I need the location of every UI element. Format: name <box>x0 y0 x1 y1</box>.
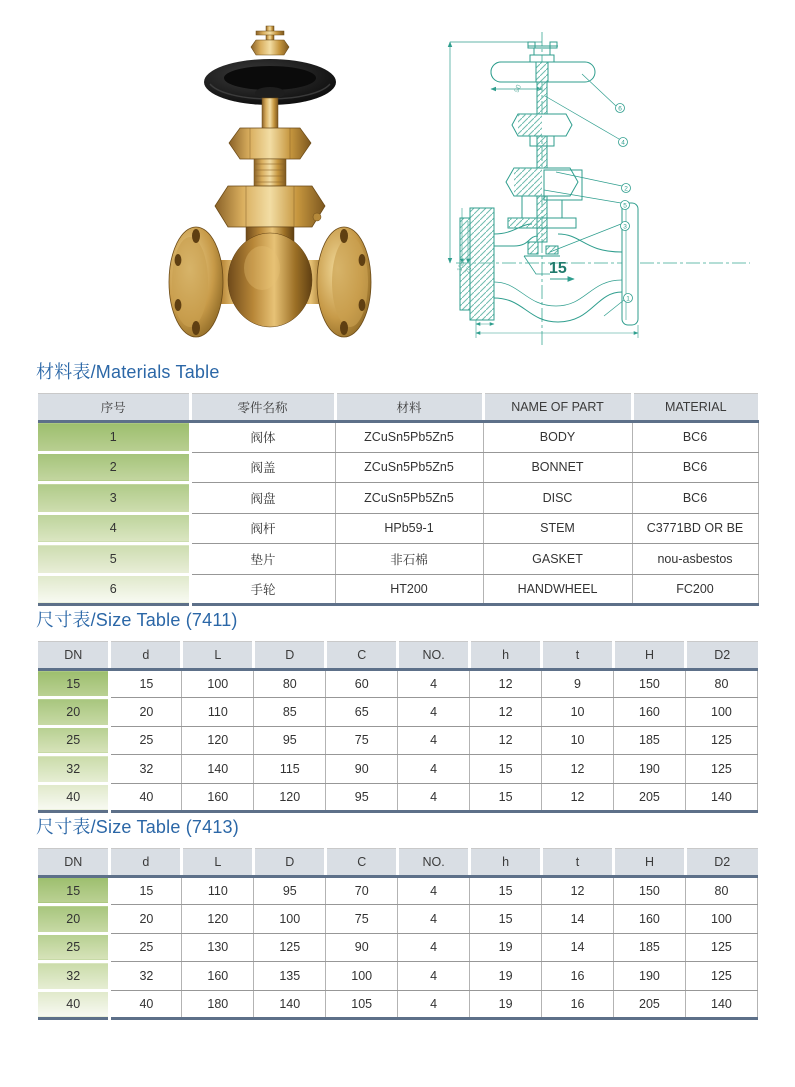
table-row <box>38 905 758 933</box>
valve-section-drawing <box>432 16 764 358</box>
cell: C3771BD OR BE <box>632 513 758 544</box>
valve-drawing-svg <box>432 16 764 358</box>
cell: 10 <box>542 726 614 754</box>
table-row <box>38 574 758 605</box>
cell: ZCuSn5Pb5Zn5 <box>335 452 483 483</box>
cell: 20 <box>110 698 182 726</box>
cell: 19 <box>470 933 542 961</box>
column-header: D2 <box>685 642 757 670</box>
column-header: h <box>470 848 542 876</box>
cell: DISC <box>483 483 632 514</box>
cell: 150 <box>614 670 686 698</box>
table-row <box>38 422 758 453</box>
cell: 125 <box>685 726 757 754</box>
cell: 140 <box>254 990 326 1018</box>
cell: 90 <box>326 755 398 783</box>
balloon-number: 4 <box>621 139 625 147</box>
cell: BC6 <box>632 422 758 453</box>
cell: GASKET <box>483 544 632 575</box>
wheel-dimension-label: 90 <box>513 83 524 94</box>
cell: 16 <box>542 990 614 1018</box>
balloon-number: 6 <box>618 105 622 113</box>
column-header: D <box>254 642 326 670</box>
table-row <box>38 483 758 514</box>
column-header: NAME OF PART <box>483 394 632 422</box>
column-header: C <box>326 848 398 876</box>
table-row <box>38 698 758 726</box>
cell: 40 <box>38 783 110 811</box>
column-header: L <box>182 848 254 876</box>
column-header: t <box>542 848 614 876</box>
materials-table-title: 材料表/Materials Table <box>36 362 220 382</box>
cell: BONNET <box>483 452 632 483</box>
cell: 95 <box>254 876 326 904</box>
cell: 160 <box>182 962 254 990</box>
cell: 阀杆 <box>190 513 335 544</box>
table-row <box>38 962 758 990</box>
cell: 32 <box>38 755 110 783</box>
balloon-number: 2 <box>624 185 628 193</box>
table-row <box>38 513 758 544</box>
cell: 15 <box>470 905 542 933</box>
cell: 100 <box>326 962 398 990</box>
cell: 15 <box>110 876 182 904</box>
cell: 20 <box>38 905 110 933</box>
cell: BODY <box>483 422 632 453</box>
cell: FC200 <box>632 574 758 605</box>
cell: 190 <box>614 962 686 990</box>
cell: 4 <box>398 783 470 811</box>
cell: 12 <box>470 698 542 726</box>
cell: 90 <box>326 933 398 961</box>
cell: 1 <box>38 422 190 453</box>
table-row <box>38 670 758 698</box>
cell: 115 <box>254 755 326 783</box>
cell: 20 <box>110 905 182 933</box>
cell: 6 <box>38 574 190 605</box>
table-row <box>38 933 758 961</box>
height-dimension-label: 100 <box>456 260 467 273</box>
cell: 12 <box>470 726 542 754</box>
cell: 14 <box>542 905 614 933</box>
table-row <box>38 783 758 811</box>
cell: 32 <box>110 962 182 990</box>
cell: 阀盖 <box>190 452 335 483</box>
cell: 阀盘 <box>190 483 335 514</box>
cell: 4 <box>398 755 470 783</box>
cell: 12 <box>542 876 614 904</box>
cell: 85 <box>254 698 326 726</box>
cell: 160 <box>614 905 686 933</box>
valve-photo-svg <box>150 20 390 350</box>
cell: HT200 <box>335 574 483 605</box>
column-header: NO. <box>398 848 470 876</box>
cell: 100 <box>254 905 326 933</box>
size-table-7413-title: 尺寸表/Size Table (7413) <box>36 816 239 837</box>
column-header: 材料 <box>335 394 483 422</box>
cell: 25 <box>38 933 110 961</box>
column-header: D2 <box>685 848 757 876</box>
cell: 4 <box>398 876 470 904</box>
table-row <box>38 990 758 1018</box>
table-row <box>38 755 758 783</box>
column-header: t <box>542 642 614 670</box>
cell: 135 <box>254 962 326 990</box>
column-header: 序号 <box>38 394 190 422</box>
table-row <box>38 544 758 575</box>
cell: 105 <box>326 990 398 1018</box>
cell: 110 <box>182 876 254 904</box>
cell: 70 <box>326 876 398 904</box>
cell: 12 <box>542 755 614 783</box>
cell: 95 <box>254 726 326 754</box>
column-header: NO. <box>398 642 470 670</box>
cell: nou-asbestos <box>632 544 758 575</box>
size-table-7413 <box>38 848 758 1020</box>
cell: 140 <box>685 990 757 1018</box>
cell: BC6 <box>632 483 758 514</box>
figures-row <box>0 0 795 358</box>
cell: 15 <box>38 876 110 904</box>
height-dimension-label: 70 <box>464 265 474 275</box>
cell: 80 <box>685 670 757 698</box>
cell: BC6 <box>632 452 758 483</box>
cell: 185 <box>614 726 686 754</box>
cell: 125 <box>685 962 757 990</box>
cell: 80 <box>254 670 326 698</box>
column-header: H <box>614 642 686 670</box>
cell: HPb59-1 <box>335 513 483 544</box>
cell: 4 <box>398 726 470 754</box>
balloon-number: 1 <box>626 295 630 303</box>
cell: 12 <box>470 670 542 698</box>
column-header: DN <box>38 848 110 876</box>
cell: 160 <box>614 698 686 726</box>
cell: 非石棉 <box>335 544 483 575</box>
column-header: 零件名称 <box>190 394 335 422</box>
size-7413-header-row <box>38 848 758 876</box>
cell: 阀体 <box>190 422 335 453</box>
cell: 160 <box>182 783 254 811</box>
table-row <box>38 876 758 904</box>
cell: 10 <box>542 698 614 726</box>
cell: 4 <box>38 513 190 544</box>
cell: 19 <box>470 990 542 1018</box>
balloon-number: 3 <box>623 223 627 231</box>
cell: 20 <box>38 698 110 726</box>
cell: 180 <box>182 990 254 1018</box>
cell: 15 <box>470 755 542 783</box>
cell: 40 <box>110 990 182 1018</box>
cell: 125 <box>685 933 757 961</box>
table-row <box>38 726 758 754</box>
column-header: DN <box>38 642 110 670</box>
cell: 32 <box>110 755 182 783</box>
size-7411-header-row <box>38 642 758 670</box>
cell: HANDWHEEL <box>483 574 632 605</box>
dn-label: 15 <box>549 260 567 277</box>
cell: 125 <box>254 933 326 961</box>
cell: 75 <box>326 726 398 754</box>
cell: 3 <box>38 483 190 514</box>
cell: 15 <box>110 670 182 698</box>
cell: 32 <box>38 962 110 990</box>
cell: 手轮 <box>190 574 335 605</box>
materials-table <box>38 393 759 606</box>
cell: 15 <box>470 783 542 811</box>
cell: 4 <box>398 670 470 698</box>
table-row <box>38 452 758 483</box>
cell: 40 <box>38 990 110 1018</box>
cell: 15 <box>470 876 542 904</box>
cell: 25 <box>38 726 110 754</box>
column-header: D <box>254 848 326 876</box>
cell: 60 <box>326 670 398 698</box>
cell: 190 <box>614 755 686 783</box>
cell: 140 <box>685 783 757 811</box>
cell: 4 <box>398 905 470 933</box>
cell: STEM <box>483 513 632 544</box>
size-table-7411-title: 尺寸表/Size Table (7411) <box>36 610 238 630</box>
cell: 205 <box>614 990 686 1018</box>
column-header: MATERIAL <box>632 394 758 422</box>
column-header: H <box>614 848 686 876</box>
cell: 65 <box>326 698 398 726</box>
cell: 19 <box>470 962 542 990</box>
materials-header-row <box>38 394 758 422</box>
cell: 205 <box>614 783 686 811</box>
cell: 100 <box>182 670 254 698</box>
cell: 80 <box>685 876 757 904</box>
cell: 150 <box>614 876 686 904</box>
cell: ZCuSn5Pb5Zn5 <box>335 422 483 453</box>
valve-photo <box>150 20 390 350</box>
cell: 4 <box>398 990 470 1018</box>
column-header: C <box>326 642 398 670</box>
cell: 40 <box>110 783 182 811</box>
cell: 25 <box>110 726 182 754</box>
size-table-7411 <box>38 641 758 813</box>
cell: 120 <box>182 726 254 754</box>
cell: 5 <box>38 544 190 575</box>
cell: 120 <box>182 905 254 933</box>
column-header: h <box>470 642 542 670</box>
cell: 140 <box>182 755 254 783</box>
cell: 95 <box>326 783 398 811</box>
cell: 14 <box>542 933 614 961</box>
cell: 15 <box>38 670 110 698</box>
cell: 125 <box>685 755 757 783</box>
column-header: L <box>182 642 254 670</box>
cell: 100 <box>685 698 757 726</box>
cell: 垫片 <box>190 544 335 575</box>
column-header: d <box>110 642 182 670</box>
cell: 9 <box>542 670 614 698</box>
cell: 25 <box>110 933 182 961</box>
column-header: d <box>110 848 182 876</box>
cell: 120 <box>254 783 326 811</box>
cell: 4 <box>398 933 470 961</box>
cell: 130 <box>182 933 254 961</box>
cell: 16 <box>542 962 614 990</box>
cell: ZCuSn5Pb5Zn5 <box>335 483 483 514</box>
balloon-number: 5 <box>623 202 627 210</box>
cell: 4 <box>398 698 470 726</box>
cell: 2 <box>38 452 190 483</box>
cell: 12 <box>542 783 614 811</box>
cell: 185 <box>614 933 686 961</box>
cell: 100 <box>685 905 757 933</box>
cell: 75 <box>326 905 398 933</box>
cell: 4 <box>398 962 470 990</box>
cell: 110 <box>182 698 254 726</box>
